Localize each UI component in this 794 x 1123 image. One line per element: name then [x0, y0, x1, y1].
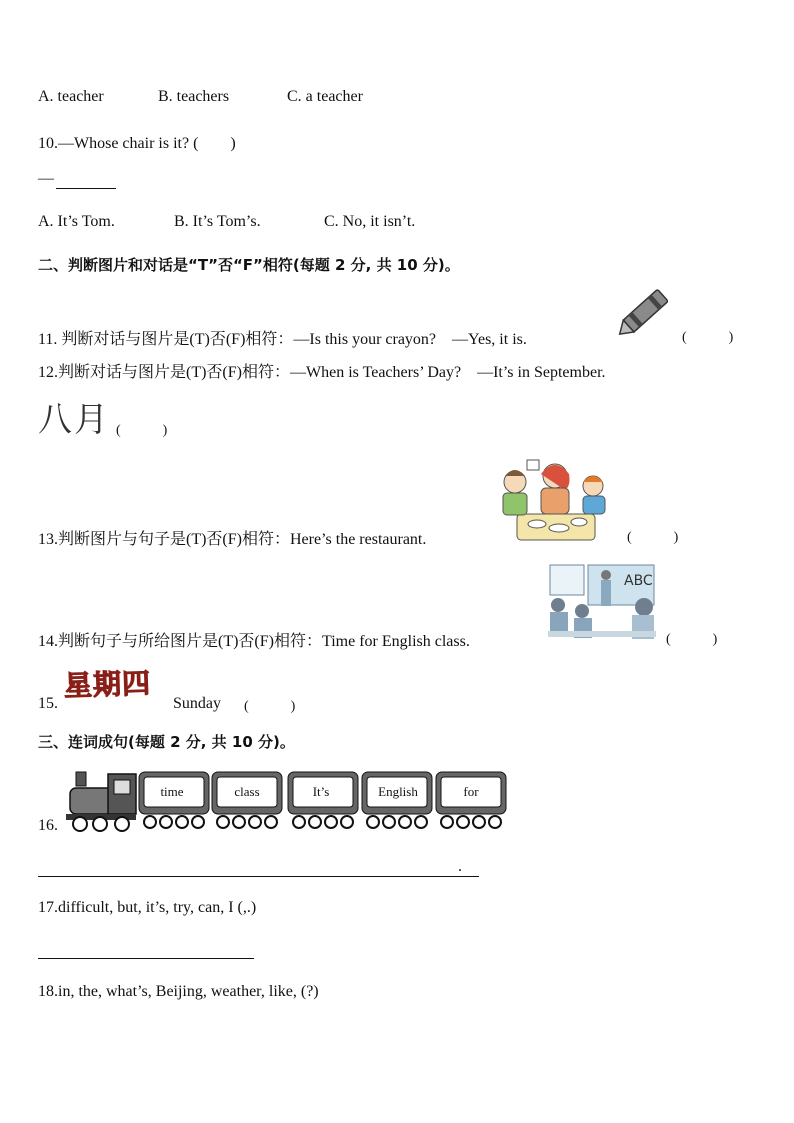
thursday-character-image: 星期四	[63, 666, 152, 703]
q17-answer-line[interactable]	[38, 958, 254, 959]
q16-end-mark: .	[458, 858, 462, 875]
q10-question: 10.—Whose chair is it? ( )	[38, 135, 236, 152]
q12-answer-paren[interactable]: ( )	[116, 423, 168, 438]
q11-answer-paren[interactable]: ( )	[682, 330, 734, 345]
q15-word: Sunday	[173, 695, 221, 712]
wagon[interactable]	[435, 771, 507, 831]
q10-option-c: C. No, it isn’t.	[324, 213, 416, 230]
section-2-title: 二、判断图片和对话是“T”否“F”相符(每题 2 分, 共 10 分)。	[38, 256, 460, 274]
q9-option-c: C. a teacher	[287, 88, 363, 105]
q9-option-a: A. teacher	[38, 88, 104, 105]
wagon-word: It’s	[312, 784, 330, 799]
q10-answer-line[interactable]	[56, 188, 116, 189]
q11-text: 11. 判断对话与图片是(T)否(F)相符：—Is this your crayon? —Yes, it is.	[38, 331, 527, 348]
train-engine-icon	[64, 770, 138, 832]
q13-text: 13.判断图片与句子是(T)否(F)相符：Here’s the restaurant.	[38, 531, 427, 548]
q9-option-b: B. teachers	[158, 88, 230, 105]
wagon-word: for	[463, 784, 479, 799]
q10-option-b: B. It’s Tom’s.	[174, 213, 261, 230]
q10-option-a: A. It’s Tom.	[38, 213, 115, 230]
wagon[interactable]	[138, 771, 210, 831]
q17-text: 17.difficult, but, it’s, try, can, I (,.)	[38, 899, 257, 916]
q14-answer-paren[interactable]: ( )	[666, 632, 718, 647]
q16-answer-line[interactable]	[38, 876, 479, 877]
crayon-icon	[612, 284, 672, 344]
q18-text: 18.in, the, what’s, Beijing, weather, like, (?)	[38, 983, 319, 1000]
wagon[interactable]	[211, 771, 283, 831]
wagon-word: time	[160, 784, 184, 799]
q16-number: 16.	[38, 817, 58, 834]
q15-answer-paren[interactable]: ( )	[244, 699, 296, 714]
august-character-image: 八月	[38, 400, 110, 440]
wagon-word: class	[234, 784, 260, 799]
q12-text: 12.判断对话与图片是(T)否(F)相符：—When is Teachers’ Day? —It’s in September.	[38, 364, 606, 381]
classroom-picture	[548, 563, 656, 643]
q13-answer-paren[interactable]: ( )	[627, 530, 679, 545]
section-3-title: 三、连词成句(每题 2 分, 共 10 分)。	[38, 733, 295, 751]
q14-text: 14.判断句子与所给图片是(T)否(F)相符：Time for English class.	[38, 633, 470, 650]
q15-number: 15.	[38, 695, 58, 712]
wagon-word: English	[378, 784, 418, 799]
q10-dash: —	[38, 170, 54, 187]
family-dinner-picture	[497, 458, 615, 542]
wagon[interactable]	[361, 771, 433, 831]
abc-board-text: ABC	[624, 573, 653, 589]
wagon[interactable]	[287, 771, 359, 831]
